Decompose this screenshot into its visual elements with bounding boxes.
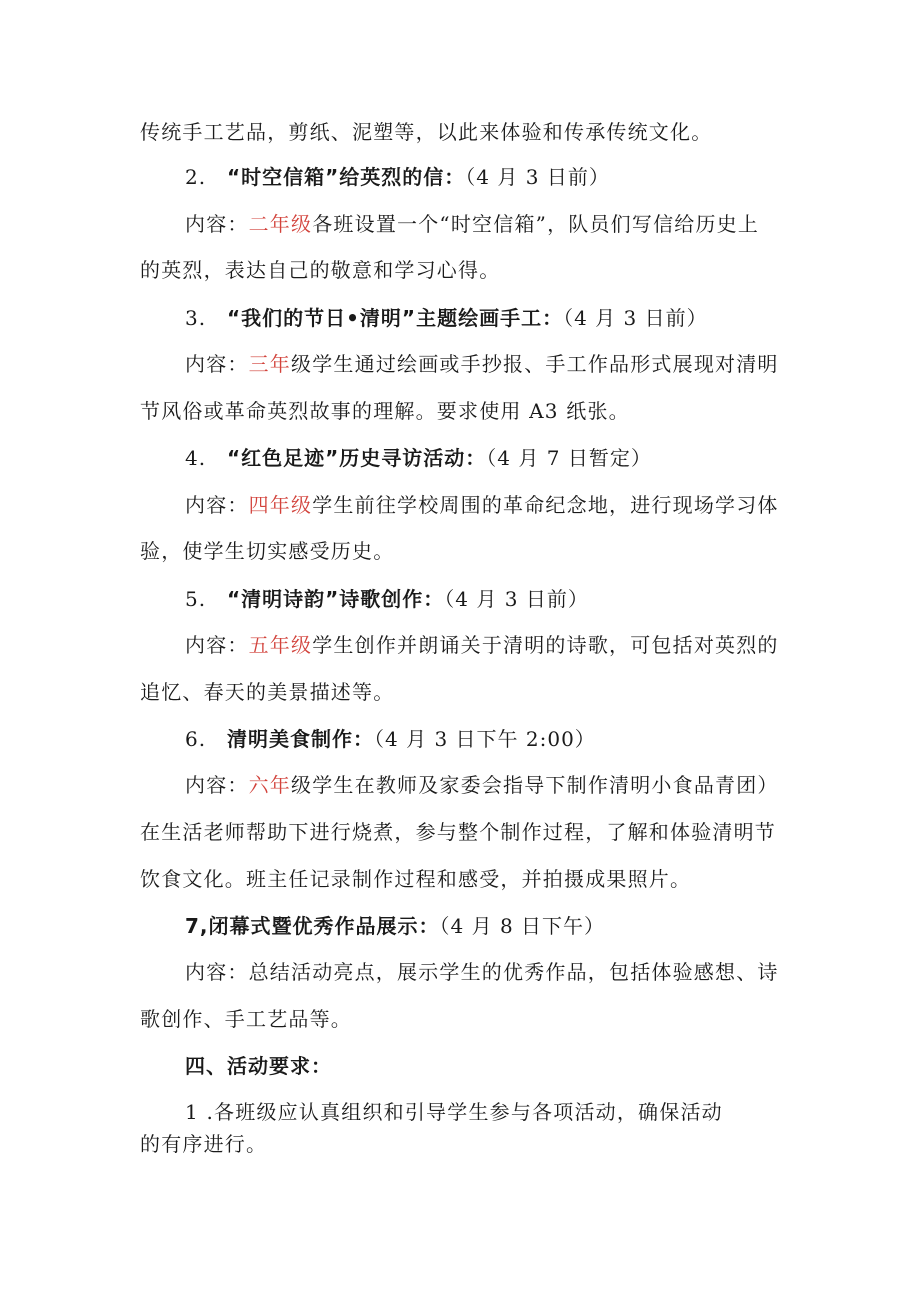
intro-tail-text: 传统手工艺品，剪纸、泥塑等，以此来体验和传承传统文化。: [140, 120, 713, 144]
activity-3-grade: 三年: [248, 352, 292, 376]
activity-2-date: （4 月 3 日前）: [465, 165, 610, 189]
activity-2-content-line1: [185, 210, 759, 238]
activity-2-grade: 二年级: [248, 212, 313, 236]
activity-3-title: “我们的节日•清明”主题绘画手工：: [227, 306, 564, 330]
activity-4-title: “红色足迹”历史寻访活动：: [227, 446, 487, 470]
activity-2-heading: [185, 163, 610, 191]
activity-4-date: （4 月 7 日暂定）: [486, 446, 652, 470]
content-label: 内容：: [185, 212, 249, 236]
activity-7-heading: [185, 912, 605, 940]
activity-4-content-line2: 验，使学生切实感受历史。: [140, 539, 395, 563]
activity-3-number: 3.: [185, 306, 207, 330]
activity-3-date: （4 月 3 日前）: [563, 306, 708, 330]
activity-6-content-line3: 饮食文化。班主任记录制作过程和感受，并拍摄成果照片。: [140, 867, 692, 891]
requirement-1-line2: 的有序进行。: [140, 1132, 268, 1156]
activity-6-content-line1: [185, 771, 779, 799]
activity-7-content-line1: 内容：总结活动亮点，展示学生的优秀作品，包括体验感想、诗: [185, 960, 779, 984]
activity-7-date: （4 月 8 日下午）: [439, 914, 606, 938]
activity-5-title: “清明诗韵”诗歌创作：: [227, 587, 445, 611]
activity-5-content-line1: [185, 631, 779, 659]
activity-4-number: 4.: [185, 446, 207, 470]
activity-4-grade: 四年级: [248, 493, 313, 517]
activity-4-content-text: 学生前往学校周围的革命纪念地，进行现场学习体: [312, 493, 779, 517]
requirement-1-line1: 1 .各班级应认真组织和引导学生参与各项活动，确保活动: [185, 1100, 723, 1124]
activity-4-content-line1: [185, 491, 779, 519]
activity-5-date: （4 月 3 日前）: [444, 587, 589, 611]
content-label: 内容：: [185, 773, 249, 797]
section-4-heading: 四、活动要求：: [185, 1054, 332, 1078]
activity-2-content-line2: 的英烈，表达自己的敬意和学习心得。: [140, 258, 501, 282]
activity-6-number: 6.: [185, 727, 207, 751]
activity-2-title: “时空信箱”给英烈的信：: [227, 165, 466, 189]
activity-5-content-line2: 追忆、春天的美景描述等。: [140, 680, 395, 704]
content-label: 内容：: [185, 633, 249, 657]
activity-3-content-text: 级学生通过绘画或手抄报、手工作品形式展现对清明: [291, 352, 779, 376]
activity-7-content-line2: 歌创作、手工艺品等。: [140, 1007, 352, 1031]
activity-2-number: 2.: [185, 165, 207, 189]
content-label: 内容：: [185, 352, 249, 376]
activity-3-content-line1: [185, 350, 779, 378]
activity-3-heading: [185, 304, 708, 332]
activity-5-content-text: 学生创作并朗诵关于清明的诗歌，可包括对英烈的: [312, 633, 779, 657]
activity-5-heading: [185, 585, 589, 613]
activity-5-number: 5.: [185, 587, 207, 611]
content-label: 内容：: [185, 493, 249, 517]
activity-6-content-line2: 在生活老师帮助下进行烧煮，参与整个制作过程，了解和体验清明节: [140, 820, 776, 844]
activity-6-heading: [185, 725, 596, 753]
activity-2-content-text: 各班设置一个“时空信箱”，队员们写信给历史上: [312, 212, 760, 236]
activity-4-heading: [185, 444, 652, 472]
activity-6-content-text: 级学生在教师及家委会指导下制作清明小食品青团）: [291, 773, 779, 797]
activity-7-title: 7,闭幕式暨优秀作品展示：: [185, 914, 440, 938]
activity-5-grade: 五年级: [248, 633, 313, 657]
activity-6-title: 清明美食制作：: [227, 727, 374, 751]
activity-6-date: （4 月 3 日下午 2:00）: [374, 727, 596, 751]
activity-3-content-line2: 节风俗或革命英烈故事的理解。要求使用 A3 纸张。: [140, 399, 630, 423]
activity-6-grade: 六年: [248, 773, 292, 797]
